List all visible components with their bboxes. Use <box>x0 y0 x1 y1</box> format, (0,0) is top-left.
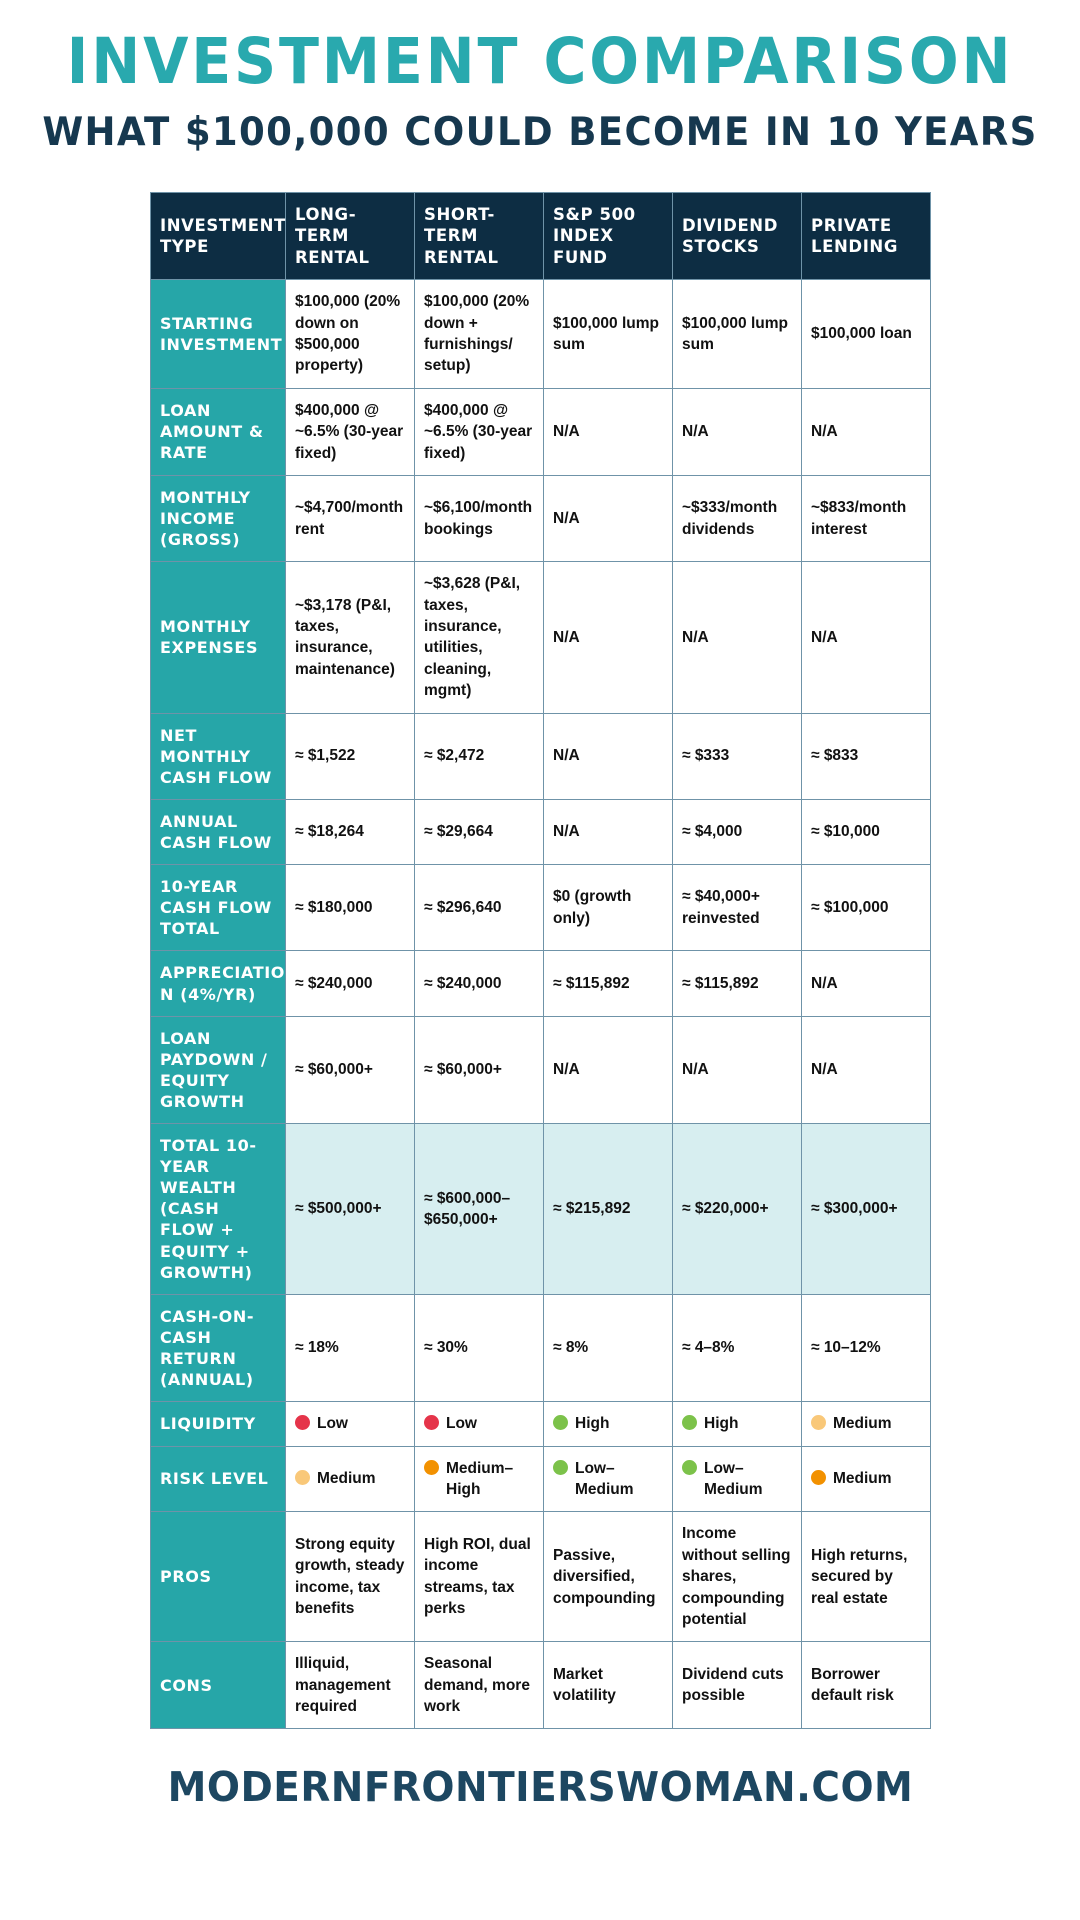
title-block <box>0 0 1080 155</box>
column-header-line2: TYPE <box>160 237 209 257</box>
column-header-4 <box>673 193 802 280</box>
table-cell: ≈ $60,000+ <box>286 1016 415 1123</box>
status-dot-icon <box>295 1415 310 1430</box>
table-cell <box>415 1446 544 1512</box>
table-cell: ≈ $1,522 <box>286 713 415 799</box>
column-header-line1: INVESTMENT <box>160 215 286 235</box>
table-cell <box>544 1402 673 1446</box>
column-header-1 <box>286 193 415 280</box>
column-header-line1: PRIVATE <box>811 215 892 235</box>
status-indicator <box>553 1413 663 1434</box>
status-label: Low <box>446 1415 477 1433</box>
table-cell: N/A <box>544 713 673 799</box>
table-cell <box>415 1402 544 1446</box>
status-dot-icon <box>553 1460 568 1475</box>
table-cell: ~$6,100/month bookings <box>415 475 544 561</box>
column-header-0 <box>151 193 286 280</box>
status-indicator <box>811 1413 921 1434</box>
table-row <box>151 475 931 561</box>
comparison-table-wrapper <box>150 192 930 1729</box>
row-label: 10-YEAR CASH FLOW TOTAL <box>151 865 286 951</box>
table-cell: ≈ 18% <box>286 1294 415 1401</box>
table-cell: $400,000 @ ~6.5% (30-year fixed) <box>286 388 415 475</box>
table-head <box>151 193 931 280</box>
table-cell: ≈ 30% <box>415 1294 544 1401</box>
table-cell: ≈ $100,000 <box>802 865 931 951</box>
table-cell: ≈ $115,892 <box>673 951 802 1016</box>
table-cell: N/A <box>544 388 673 475</box>
row-label: LIQUIDITY <box>151 1402 286 1446</box>
table-cell: ≈ 8% <box>544 1294 673 1401</box>
table-cell: Market volatility <box>544 1642 673 1729</box>
table-cell: Income without selling shares, compounding potential <box>673 1512 802 1642</box>
column-header-line2: STOCKS <box>682 237 760 257</box>
table-row <box>151 1642 931 1729</box>
table-cell: ≈ $40,000+ reinvested <box>673 865 802 951</box>
row-label: LOAN PAYDOWN / EQUITY GROWTH <box>151 1016 286 1123</box>
table-cell: ≈ $60,000+ <box>415 1016 544 1123</box>
row-label: STARTING INVESTMENT <box>151 280 286 389</box>
column-header-line1: DIVIDEND <box>682 215 779 235</box>
table-cell: ~$3,628 (P&I, taxes, insurance, utilities, cleaning, mgmt) <box>415 562 544 713</box>
table-cell: ≈ $220,000+ <box>673 1124 802 1295</box>
table-cell: ≈ 4–8% <box>673 1294 802 1401</box>
table-row <box>151 280 931 389</box>
table-cell: High ROI, dual income streams, tax perks <box>415 1512 544 1642</box>
table-cell: High returns, secured by real estate <box>802 1512 931 1642</box>
table-cell <box>673 1446 802 1512</box>
table-cell: ≈ $833 <box>802 713 931 799</box>
row-label: APPRECIATIO N (4%/YR) <box>151 951 286 1016</box>
table-row <box>151 388 931 475</box>
table-row <box>151 1402 931 1446</box>
status-dot-icon <box>682 1460 697 1475</box>
column-header-5 <box>802 193 931 280</box>
status-indicator <box>682 1413 792 1434</box>
status-label: Low–Medium <box>575 1459 634 1498</box>
table-row <box>151 1124 931 1295</box>
table-cell: $100,000 (20% down on $500,000 property) <box>286 280 415 389</box>
row-label: TOTAL 10-YEAR WEALTH (CASH FLOW + EQUITY + GROWTH) <box>151 1124 286 1295</box>
status-label: Medium–High <box>446 1459 514 1498</box>
column-header-line2: RENTAL <box>424 247 499 267</box>
table-row <box>151 1294 931 1401</box>
status-label: Medium <box>833 1415 892 1433</box>
status-indicator <box>553 1458 663 1501</box>
status-label: High <box>575 1415 610 1433</box>
table-cell: Dividend cuts possible <box>673 1642 802 1729</box>
table-cell <box>286 1402 415 1446</box>
page-title: INVESTMENT COMPARISON <box>66 25 1014 98</box>
row-label: RISK LEVEL <box>151 1446 286 1512</box>
column-header-line1: SHORT-TERM <box>424 205 495 246</box>
status-dot-icon <box>682 1415 697 1430</box>
table-row <box>151 562 931 713</box>
table-cell: ≈ $500,000+ <box>286 1124 415 1295</box>
status-label: Low <box>317 1415 348 1433</box>
footer <box>0 1763 1080 1811</box>
status-dot-icon <box>295 1470 310 1485</box>
table-cell: $100,000 loan <box>802 280 931 389</box>
status-dot-icon <box>811 1415 826 1430</box>
table-cell: ≈ $240,000 <box>415 951 544 1016</box>
table-cell: ≈ $333 <box>673 713 802 799</box>
column-header-line1: S&P 500 <box>553 205 636 224</box>
status-indicator <box>682 1458 792 1501</box>
status-label: High <box>704 1415 739 1433</box>
table-cell <box>673 1402 802 1446</box>
table-cell: ≈ $29,664 <box>415 799 544 864</box>
status-label: Medium <box>833 1470 892 1488</box>
column-header-3 <box>544 193 673 280</box>
status-label: Medium <box>317 1470 376 1488</box>
table-cell: ≈ $2,472 <box>415 713 544 799</box>
row-label: CONS <box>151 1642 286 1729</box>
status-dot-icon <box>424 1415 439 1430</box>
table-cell: N/A <box>544 799 673 864</box>
table-cell: N/A <box>802 562 931 713</box>
row-label: CASH-ON-CASH RETURN (ANNUAL) <box>151 1294 286 1401</box>
investment-comparison-table <box>150 192 931 1729</box>
table-cell: ~$333/month dividends <box>673 475 802 561</box>
table-cell: ~$3,178 (P&I, taxes, insurance, maintenance) <box>286 562 415 713</box>
row-label: NET MONTHLY CASH FLOW <box>151 713 286 799</box>
table-cell <box>802 1402 931 1446</box>
table-cell: Illiquid, management required <box>286 1642 415 1729</box>
header-row <box>151 193 931 280</box>
table-cell: ≈ $300,000+ <box>802 1124 931 1295</box>
table-cell <box>802 1446 931 1512</box>
table-cell: Seasonal demand, more work <box>415 1642 544 1729</box>
table-cell: ≈ $180,000 <box>286 865 415 951</box>
status-label: Low–Medium <box>704 1459 763 1498</box>
table-cell: N/A <box>673 562 802 713</box>
status-indicator <box>295 1413 405 1434</box>
table-cell: N/A <box>544 1016 673 1123</box>
column-header-2 <box>415 193 544 280</box>
status-dot-icon <box>553 1415 568 1430</box>
table-cell: $0 (growth only) <box>544 865 673 951</box>
table-cell: ≈ $215,892 <box>544 1124 673 1295</box>
status-indicator <box>424 1413 534 1434</box>
table-body <box>151 280 931 1729</box>
table-cell <box>544 1446 673 1512</box>
table-row <box>151 1446 931 1512</box>
table-row <box>151 951 931 1016</box>
status-dot-icon <box>811 1470 826 1485</box>
site-url: MODERNFRONTIERSWOMAN.COM <box>167 1763 913 1812</box>
table-row <box>151 865 931 951</box>
row-label: LOAN AMOUNT & RATE <box>151 388 286 475</box>
table-cell: ≈ $4,000 <box>673 799 802 864</box>
table-row <box>151 1512 931 1642</box>
status-indicator <box>295 1468 405 1489</box>
row-label: MONTHLY EXPENSES <box>151 562 286 713</box>
row-label: ANNUAL CASH FLOW <box>151 799 286 864</box>
column-header-line1: LONG-TERM <box>295 205 357 246</box>
table-cell: $100,000 lump sum <box>544 280 673 389</box>
table-cell: N/A <box>544 475 673 561</box>
table-cell: N/A <box>802 388 931 475</box>
table-cell: N/A <box>673 388 802 475</box>
table-cell: ≈ $600,000–$650,000+ <box>415 1124 544 1295</box>
table-cell: $400,000 @ ~6.5% (30-year fixed) <box>415 388 544 475</box>
table-cell: N/A <box>802 1016 931 1123</box>
status-dot-icon <box>424 1460 439 1475</box>
table-row <box>151 1016 931 1123</box>
table-cell: N/A <box>544 562 673 713</box>
table-cell: ≈ $18,264 <box>286 799 415 864</box>
table-cell: $100,000 (20% down + furnishings/ setup) <box>415 280 544 389</box>
table-cell: ≈ $10,000 <box>802 799 931 864</box>
table-row <box>151 713 931 799</box>
page-subtitle: WHAT $100,000 COULD BECOME IN 10 YEARS <box>42 110 1038 155</box>
table-cell: Borrower default risk <box>802 1642 931 1729</box>
table-cell: N/A <box>673 1016 802 1123</box>
row-label: MONTHLY INCOME (GROSS) <box>151 475 286 561</box>
column-header-line2: INDEX FUND <box>553 226 614 267</box>
table-cell <box>286 1446 415 1512</box>
table-cell: ~$833/month interest <box>802 475 931 561</box>
table-cell: $100,000 lump sum <box>673 280 802 389</box>
table-cell: Strong equity growth, steady income, tax benefits <box>286 1512 415 1642</box>
table-cell: ≈ $240,000 <box>286 951 415 1016</box>
status-indicator <box>811 1468 921 1489</box>
table-cell: N/A <box>802 951 931 1016</box>
table-cell: ≈ $296,640 <box>415 865 544 951</box>
column-header-line2: LENDING <box>811 237 898 257</box>
table-cell: ≈ $115,892 <box>544 951 673 1016</box>
column-header-line2: RENTAL <box>295 247 370 267</box>
table-cell: ≈ 10–12% <box>802 1294 931 1401</box>
table-cell: ~$4,700/month rent <box>286 475 415 561</box>
row-label: PROS <box>151 1512 286 1642</box>
table-cell: Passive, diversified, compounding <box>544 1512 673 1642</box>
status-indicator <box>424 1458 534 1501</box>
table-row <box>151 799 931 864</box>
